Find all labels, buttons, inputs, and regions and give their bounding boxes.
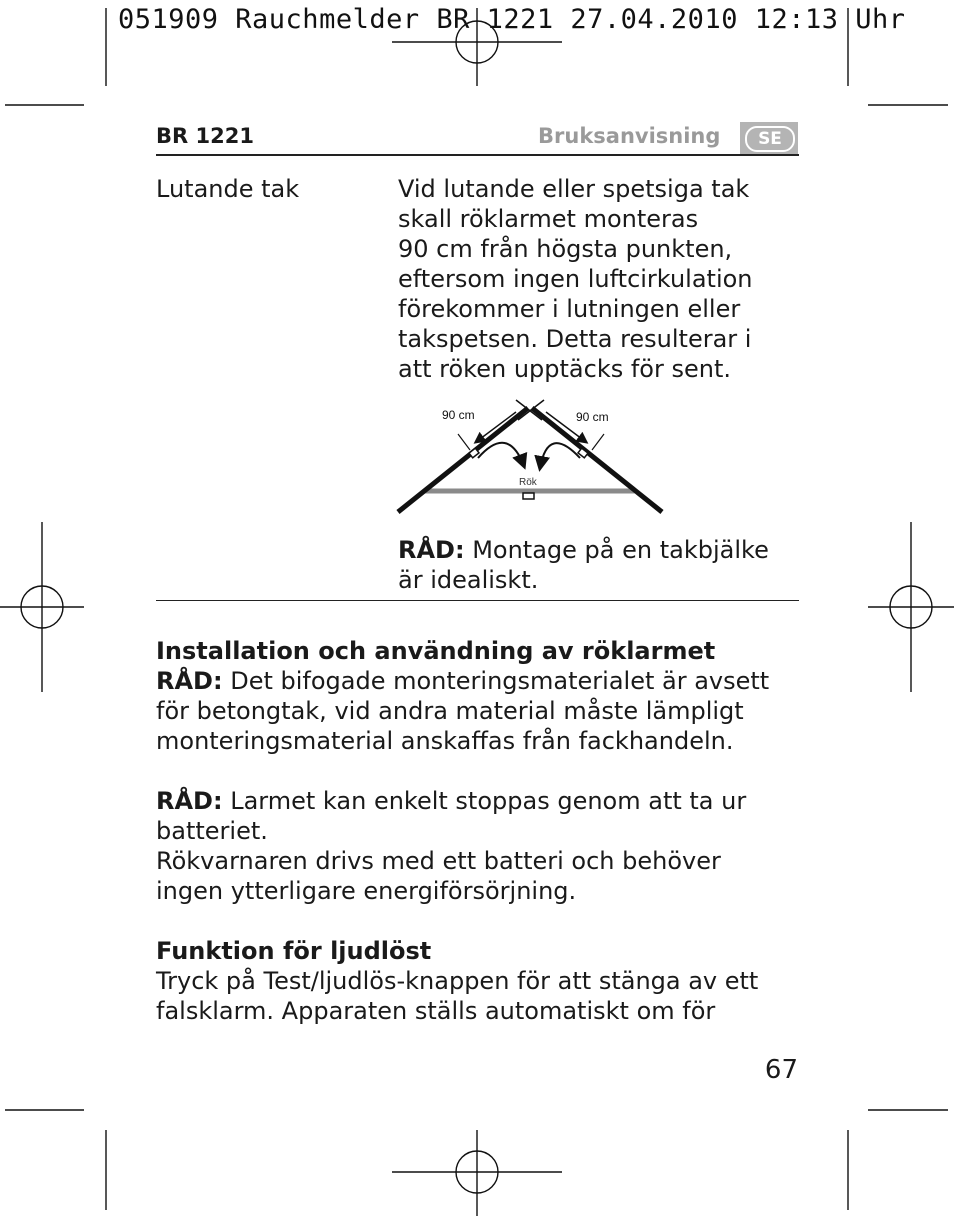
smoke-label: Rök <box>519 477 537 488</box>
text-line: ingen ytterligare energiförsörjning. <box>156 877 577 905</box>
text-line: Rökvarnaren drivs med ett batteri och behöver <box>156 847 721 875</box>
header-rule <box>156 154 799 156</box>
installation-section <box>156 636 816 1026</box>
sloped-roof-diagram <box>396 398 666 518</box>
text-line: takspetsen. Detta resulterar i <box>398 325 752 353</box>
section-rule <box>156 600 799 601</box>
tip-beam <box>398 535 798 595</box>
manual-title: Bruksanvisning <box>538 124 721 148</box>
text-line: falsklarm. Apparaten ställs automatiskt om för <box>156 997 716 1025</box>
distance-label-left: 90 cm <box>442 408 475 422</box>
section-heading-installation: Installation och användning av röklarmet <box>156 637 716 665</box>
tip-label: RÅD: <box>398 536 465 564</box>
tip-line: monteringsmaterial anskaffas från fackhandeln. <box>156 727 734 755</box>
registration-mark-right <box>868 522 954 692</box>
tip-line <box>398 535 798 565</box>
tip-text: Det bifogade monteringsmaterialet är avsett <box>222 667 770 695</box>
language-badge-label: SE <box>745 126 795 152</box>
tip-line: för betongtak, vid andra material måste lämpligt <box>156 697 744 725</box>
tip-text: Larmet kan enkelt stoppas genom att ta ur <box>222 787 747 815</box>
text-line: förekommer i lutningen eller <box>398 295 741 323</box>
section-heading-silent: Funktion för ljudlöst <box>156 937 432 965</box>
language-badge <box>740 122 798 154</box>
distance-label-right: 90 cm <box>576 410 609 424</box>
spacer <box>156 906 816 936</box>
text-line: 90 cm från högsta punkten, <box>398 235 733 263</box>
registration-mark-left <box>0 522 84 692</box>
model-name: BR 1221 <box>156 124 254 148</box>
detector-beam <box>523 493 534 499</box>
text-line: eftersom ingen luftcirkulation <box>398 265 753 293</box>
tip-line <box>156 666 816 696</box>
registration-mark-bottom <box>392 1130 562 1216</box>
section-label-sloped-roof: Lutande tak <box>156 175 300 203</box>
tip-label: RÅD: <box>156 667 223 695</box>
page-number: 67 <box>764 1055 798 1085</box>
text-line: Vid lutande eller spetsiga tak <box>398 175 750 203</box>
tip-line: är idealiskt. <box>398 566 539 594</box>
roof-left <box>398 408 528 512</box>
text-line: att röken upptäcks för sent. <box>398 355 731 383</box>
text-line: Tryck på Test/ljudlös-knappen för att stänga av ett <box>156 967 759 995</box>
tip-line: batteriet. <box>156 817 268 845</box>
tip-text: Montage på en takbjälke <box>464 536 769 564</box>
sloped-roof-text <box>398 174 798 384</box>
print-slug: 051909 Rauchmelder BR 1221 27.04.2010 12:13 Uhr <box>118 4 906 35</box>
tip-line <box>156 786 816 816</box>
tip-label: RÅD: <box>156 787 223 815</box>
text-line: skall röklarmet monteras <box>398 205 699 233</box>
spacer <box>156 756 816 786</box>
